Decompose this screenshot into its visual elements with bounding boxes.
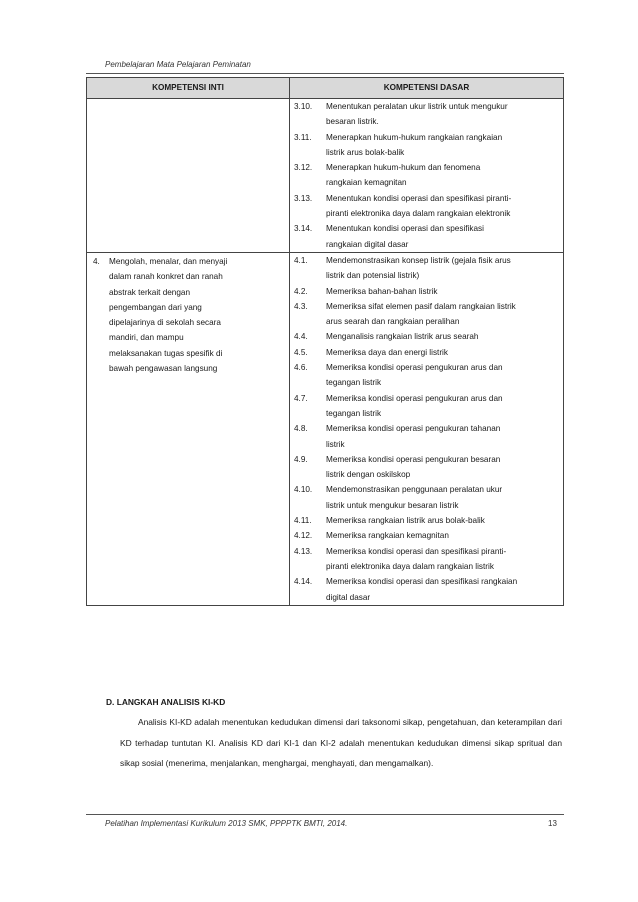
kd-number: 3.12. xyxy=(294,163,313,173)
kd-text-line: tegangan listrik xyxy=(326,378,382,388)
ki-item xyxy=(87,253,289,376)
kd-item xyxy=(290,482,563,513)
kd-item xyxy=(290,574,563,605)
kd-text-line: Menerapkan hukum-hukum dan fenomena xyxy=(326,163,481,173)
kd-text-line: Mendemonstrasikan penggunaan peralatan ukur xyxy=(326,485,503,495)
kd-cell xyxy=(290,252,564,605)
kd-number: 4.11. xyxy=(294,516,312,526)
kd-text-line: tegangan listrik xyxy=(326,408,382,418)
kd-item xyxy=(290,528,563,543)
kd-number: 4.8. xyxy=(294,424,308,434)
running-header: Pembelajaran Mata Pelajaran Peminatan xyxy=(105,60,251,69)
kd-text xyxy=(326,284,559,299)
kd-number: 4.10. xyxy=(294,485,313,495)
kd-item xyxy=(290,544,563,575)
kd-text-line: Memeriksa kondisi operasi dan spesifikasi rangkaian xyxy=(326,577,518,587)
kd-item xyxy=(290,329,563,344)
kd-number: 4.9. xyxy=(294,454,308,464)
kd-text-line: listrik untuk mengukur besaran listrik xyxy=(326,500,459,510)
kd-text-line: Memeriksa kondisi operasi pengukuran arus dan xyxy=(326,363,503,373)
kd-text-line: Menentukan kondisi operasi dan spesifikasi xyxy=(326,224,484,234)
kd-text xyxy=(326,528,559,543)
kd-text-line: besaran listrik. xyxy=(326,117,379,127)
kd-text-line: piranti elektronika daya dalam rangkaian elektronik xyxy=(326,209,511,219)
kd-text xyxy=(326,513,559,528)
kd-text-line: piranti elektronika daya dalam rangkaian listrik xyxy=(326,561,494,571)
kd-text-line: rangkaian kemagnitan xyxy=(326,178,407,188)
table-row xyxy=(87,99,564,253)
kd-text-line: arus searah dan rangkaian peralihan xyxy=(326,317,460,327)
kd-item xyxy=(290,345,563,360)
kd-item xyxy=(290,191,563,222)
kd-text-line: Memeriksa bahan-bahan listrik xyxy=(326,286,438,296)
kd-number: 4.3. xyxy=(294,301,308,311)
ki-text-line: bawah pengawasan langsung xyxy=(109,364,218,374)
kd-item xyxy=(290,391,563,422)
ki-text xyxy=(109,254,285,376)
kd-text-line: Memeriksa kondisi operasi pengukuran arus dan xyxy=(326,393,503,403)
kd-text-line: Memeriksa kondisi operasi dan spesifikasi piranti- xyxy=(326,546,507,556)
kd-number: 3.10. xyxy=(294,102,313,111)
kd-text-line: digital dasar xyxy=(326,592,371,602)
kd-number: 4.1. xyxy=(294,255,308,265)
section-title: D. LANGKAH ANALISIS KI-KD xyxy=(106,697,226,707)
kd-text xyxy=(326,421,559,452)
kd-cell xyxy=(290,99,564,253)
header-kompetensi-inti: KOMPETENSI INTI xyxy=(87,78,290,99)
kd-number: 4.14. xyxy=(294,577,313,587)
kd-text xyxy=(326,574,559,605)
kd-text-line: listrik dan potensial listrik) xyxy=(326,271,420,281)
ki-text-line: dalam ranah konkret dan ranah xyxy=(109,272,223,282)
kd-text xyxy=(326,160,559,191)
kd-item xyxy=(290,130,563,161)
ki-text-line: mandiri, dan mampu xyxy=(109,333,184,343)
kd-item xyxy=(290,452,563,483)
kd-list xyxy=(290,253,563,605)
kd-number: 3.13. xyxy=(294,193,313,203)
kd-text xyxy=(326,253,559,284)
kd-item xyxy=(290,253,563,284)
header-rule xyxy=(86,73,564,74)
kd-text xyxy=(326,221,559,252)
table-row xyxy=(87,252,564,605)
kd-number: 4.7. xyxy=(294,393,308,403)
ki-text-line: dipelajarinya di sekolah secara xyxy=(109,318,221,328)
kd-text xyxy=(326,544,559,575)
competency-table xyxy=(86,77,564,606)
kd-item xyxy=(290,421,563,452)
section-paragraph-text: Analisis KI-KD adalah menentukan kedudukan dimensi dari taksonomi sikap, pengetahuan, dan keterampilan dari KD terhadap tuntutan KI. Analisis KD dari KI-1 dan KI-2 adalah menentukan kedudukan dimensi sikap spritual dan sikap sosial (menerima, menjalankan, menghargai, menghayati, dan mengamalkan). xyxy=(120,717,562,768)
kd-text-line: Memeriksa rangkaian listrik arus bolak-balik xyxy=(326,516,485,526)
page-number: 13 xyxy=(548,819,557,828)
kd-item xyxy=(290,221,563,252)
kd-number: 3.14. xyxy=(294,224,313,234)
kd-text-line: Memeriksa daya dan energi listrik xyxy=(326,347,448,357)
kd-text xyxy=(326,345,559,360)
kd-text-line: listrik xyxy=(326,439,345,449)
kd-number: 4.13. xyxy=(294,546,313,556)
kd-text-line: listrik arus bolak-balik xyxy=(326,147,405,157)
running-footer: Pelatihan Implementasi Kurikulum 2013 SMK, PPPPTK BMTI, 2014. xyxy=(105,819,348,828)
kd-text xyxy=(326,99,559,130)
kd-text-line: Memeriksa kondisi operasi pengukuran besaran xyxy=(326,454,501,464)
kd-text-line: Menerapkan hukum-hukum rangkaian rangkaian xyxy=(326,132,503,142)
kd-number: 4.2. xyxy=(294,286,308,296)
kd-item xyxy=(290,99,563,130)
ki-cell xyxy=(87,252,290,605)
ki-text-line: melaksanakan tugas spesifik di xyxy=(109,348,223,358)
kd-text xyxy=(326,299,559,330)
kd-text-line: listrik dengan oskilskop xyxy=(326,470,411,480)
kd-text-line: Memeriksa sifat elemen pasif dalam rangkaian listrik xyxy=(326,301,516,311)
kd-text xyxy=(326,360,559,391)
section-paragraph xyxy=(120,712,562,774)
kd-number: 4.4. xyxy=(294,332,308,342)
kd-item xyxy=(290,284,563,299)
kd-text-line: Mendemonstrasikan konsep listrik (gejala fisik arus xyxy=(326,255,511,265)
kd-text xyxy=(326,391,559,422)
kd-text xyxy=(326,130,559,161)
kd-text-line: Menentukan peralatan ukur listrik untuk mengukur xyxy=(326,102,508,111)
kd-text xyxy=(326,191,559,222)
kd-text-line: rangkaian digital dasar xyxy=(326,239,409,249)
ki-text-line: pengembangan dari yang xyxy=(109,302,202,312)
ki-text-line: abstrak terkait dengan xyxy=(109,287,191,297)
ki-text-line: Mengolah, menalar, dan menyaji xyxy=(109,256,228,266)
kd-item xyxy=(290,160,563,191)
kd-text-line: Memeriksa rangkaian kemagnitan xyxy=(326,531,449,541)
ki-number: 4. xyxy=(93,256,100,266)
kd-item xyxy=(290,513,563,528)
kd-item xyxy=(290,360,563,391)
kd-number: 3.11. xyxy=(294,132,312,142)
kd-item xyxy=(290,299,563,330)
footer-rule xyxy=(86,814,564,815)
kd-list xyxy=(290,99,563,252)
kd-text xyxy=(326,482,559,513)
kd-text xyxy=(326,452,559,483)
kd-number: 4.6. xyxy=(294,363,308,373)
kd-text-line: Memeriksa kondisi operasi pengukuran tahanan xyxy=(326,424,501,434)
kd-text xyxy=(326,329,559,344)
ki-cell-empty xyxy=(87,99,290,253)
kd-number: 4.12. xyxy=(294,531,313,541)
table-header-row xyxy=(87,78,564,99)
kd-text-line: Menentukan kondisi operasi dan spesifikasi piranti- xyxy=(326,193,512,203)
kd-text-line: Menganalisis rangkaian listrik arus searah xyxy=(326,332,479,342)
header-kompetensi-dasar: KOMPETENSI DASAR xyxy=(290,78,564,99)
kd-number: 4.5. xyxy=(294,347,308,357)
